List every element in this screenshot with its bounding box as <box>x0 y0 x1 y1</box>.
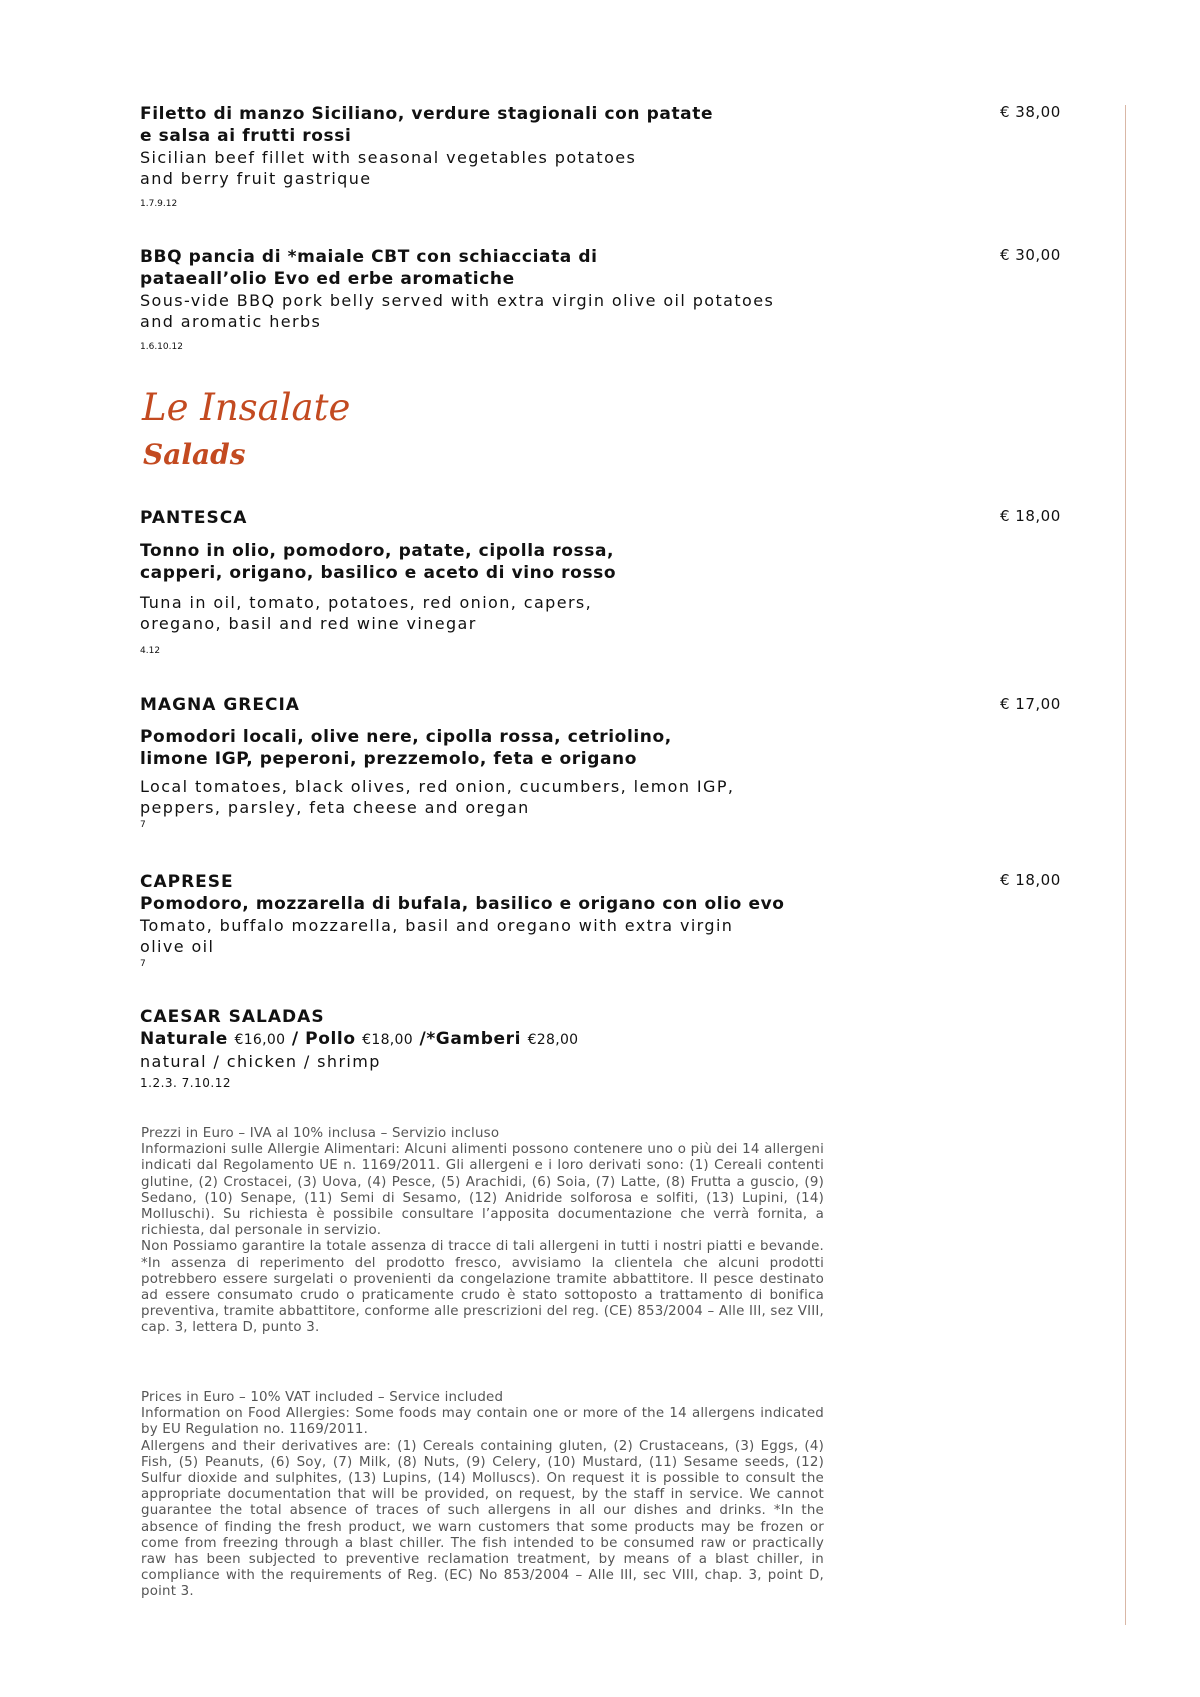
salad-english-description: Tuna in oil, tomato, potatoes, red onion, capers, oregano, basil and red wine vinegar <box>140 593 593 633</box>
salad-italian-description: Pomodoro, mozzarella di bufala, basilico e origano con olio evo <box>140 894 785 914</box>
price: € 17,00 <box>1000 695 1061 713</box>
salad-name: CAESAR SALADAS <box>140 1007 325 1027</box>
allergen-codes: 7 <box>140 820 146 830</box>
allergen-codes: 1.7.9.12 <box>140 199 178 209</box>
dish-beef-fillet <box>140 103 840 211</box>
legal-traces-notice: Non Possiamo garantire la totale assenza di tracce di tali allergeni in tutti i nostri piatti e bevande. *In assenza di reperimento del prodotto fresco, avvisiamo la clientela che alcuni prodotti potrebbero essere surgelati o provenienti da congelazione tramite abbattitore. Il pesce destinato ad essere consumato crudo o praticamente crudo è stato sottoposto a trattamento di bonifica preventiva, tramite abbattitore, conforme alle prescrizioni del reg. (CE) 853/2004 – Alle III, sez VIII, cap. 3, lettera D, punto 3. <box>141 1239 824 1336</box>
allergen-codes: 1.2.3. 7.10.12 <box>140 1076 231 1090</box>
option-natural-price: €16,00 <box>234 1032 286 1048</box>
legal-allergen-info: Information on Food Allergies: Some foods may contain one or more of the 14 allergens indicated by EU Regulation no. 1169/2011. <box>141 1406 824 1438</box>
caesar-options <box>140 1028 840 1051</box>
dish-title: BBQ pancia di *maiale CBT con schiacciata di pataeall’olio Evo ed erbe aromatiche <box>140 247 598 289</box>
salad-italian-description: Pomodori locali, olive nere, cipolla rossa, cetriolino, limone IGP, peperoni, prezzemolo, feta e origano <box>140 727 672 769</box>
section-title: Le Insalate <box>142 386 351 429</box>
price: € 38,00 <box>1000 103 1061 121</box>
price: € 18,00 <box>1000 871 1061 889</box>
option-shrimp-label: *Gamberi <box>426 1029 522 1049</box>
price: € 30,00 <box>1000 246 1061 264</box>
salad-caesar <box>140 1006 840 1090</box>
separator: / <box>419 1029 427 1049</box>
option-shrimp-price: €28,00 <box>527 1032 579 1048</box>
section-subtitle: Salads <box>143 438 246 471</box>
salad-name: CAPRESE <box>140 872 234 892</box>
salad-caprese <box>140 871 840 971</box>
legal-prices-line: Prezzi in Euro – IVA al 10% inclusa – Servizio incluso <box>141 1126 500 1141</box>
legal-prices-line: Prices in Euro – 10% VAT included – Service included <box>141 1390 504 1405</box>
salad-magna-grecia <box>140 694 840 832</box>
dish-description: Sous-vide BBQ pork belly served with extra virgin olive oil potatoes and aromatic herbs <box>140 291 775 331</box>
dish-description: Sicilian beef fillet with seasonal vegetables potatoes and berry fruit gastrique <box>140 148 637 188</box>
salad-name: PANTESCA <box>140 508 248 528</box>
caesar-english: natural / chicken / shrimp <box>140 1052 381 1071</box>
option-natural-label: Naturale <box>140 1029 228 1049</box>
dish-bbq-pork <box>140 246 840 354</box>
legal-notice-english <box>141 1390 824 1601</box>
option-chicken-label: Pollo <box>305 1029 356 1049</box>
separator: / <box>291 1029 299 1049</box>
salad-english-description: Local tomatoes, black olives, red onion, cucumbers, lemon IGP, peppers, parsley, feta cheese and oregan <box>140 777 735 817</box>
allergen-codes: 1.6.10.12 <box>140 342 183 352</box>
price: € 18,00 <box>1000 507 1061 525</box>
salad-english-description: Tomato, buffalo mozzarella, basil and oregano with extra virgin olive oil <box>140 916 734 956</box>
legal-allergen-info: Informazioni sulle Allergie Alimentari: Alcuni alimenti possono contenere uno o più dei 14 allergeni indicati dal Regolamento UE n. 1169/2011. Gli allergeni e i loro derivati sono: (1) Cereali contenti glutine, (2) Crostacei, (3) Uova, (4) Pesce, (5) Arachidi, (6) Soia, (7) Latte, (8) Frutta a guscio, (9) Sedano, (10) Senape, (11) Semi di Sesamo, (12) Anidride solforosa e solfiti, (13) Lupini, (14) Molluschi). Su richiesta è possibile consultare l’apposita documentazione che verrà fornita, a richiesta, dal personale in servizio. <box>141 1142 824 1239</box>
allergen-codes: 4.12 <box>140 646 161 656</box>
legal-notice-italian <box>141 1126 824 1337</box>
right-margin-rule <box>1125 105 1126 1625</box>
dish-title: Filetto di manzo Siciliano, verdure stagionali con patate e salsa ai frutti rossi <box>140 104 714 146</box>
legal-traces-notice: Allergens and their derivatives are: (1) Cereals containing gluten, (2) Crustaceans, (3) Eggs, (4) Fish, (5) Peanuts, (6) Soy, (7) Milk, (8) Nuts, (9) Celery, (10) Mustard, (11) Sesame seeds, (12) Sulfur dioxide and sulphites, (13) Lupins, (14) Molluscs). On request it is possible to consult the appropriate documentation that will be provided, on request, by the staff in service. We cannot guarantee the total absence of traces of such allergens in all our dishes and drinks. *In the absence of finding the fresh product, we warn customers that some products may be frozen or come from freezing through a blast chiller. The fish intended to be consumed raw or practically raw has been subjected to preventive reclamation treatment, by means of a blast chiller, in compliance with the requirements of Reg. (EC) No 853/2004 – Alle III, sec VIII, chap. 3, point D, point 3. <box>141 1438 824 1600</box>
salad-italian-description: Tonno in olio, pomodoro, patate, cipolla rossa, capperi, origano, basilico e aceto di vino rosso <box>140 541 617 583</box>
salad-pantesca <box>140 507 840 658</box>
allergen-codes: 7 <box>140 959 146 969</box>
salad-name: MAGNA GRECIA <box>140 695 300 715</box>
option-chicken-price: €18,00 <box>362 1032 413 1048</box>
